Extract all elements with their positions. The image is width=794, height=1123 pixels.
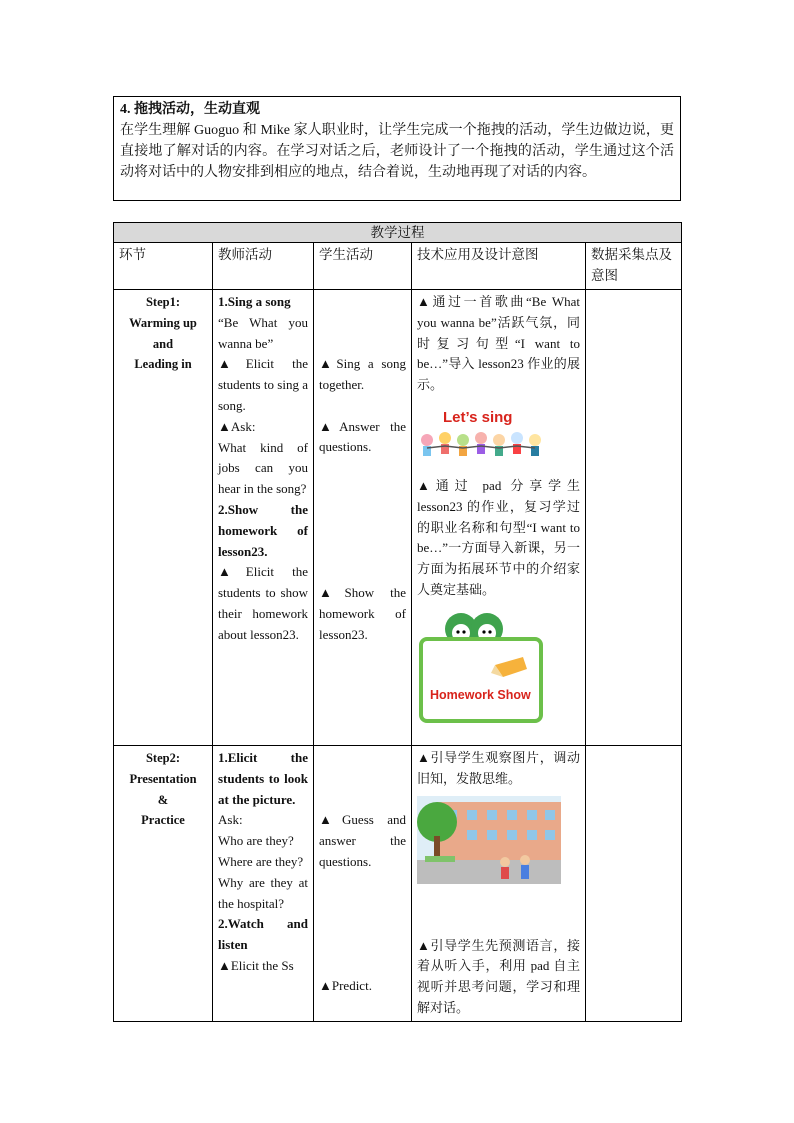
- t-elicit-sing: ▲Elicit the students to sing a song.: [218, 356, 308, 413]
- header-student: 学生活动: [314, 243, 412, 290]
- lets-sing-text: Let’s sing: [443, 408, 513, 426]
- step1-label: Step1:: [145, 295, 181, 309]
- intro-heading: 4. 拖拽活动，生动直观: [120, 102, 260, 117]
- homework-show-image: [417, 607, 545, 725]
- t-elicit-ss: ▲Elicit the Ss: [218, 957, 294, 973]
- t-question: What kind of jobs can you hear in the song?: [218, 439, 308, 497]
- tech-observe-intent: ▲引导学生观察图片，调动旧知，发散思维。: [417, 750, 580, 786]
- step1-data: [586, 290, 682, 746]
- header-teacher: 教师活动: [213, 243, 314, 290]
- step2-student: [314, 746, 412, 1022]
- lets-sing-image: [417, 402, 557, 470]
- hospital-building-icon: [437, 802, 561, 864]
- t-ask-2: Ask:: [218, 812, 243, 828]
- s-show-homework: ▲Show the homework of lesson23.: [319, 585, 406, 642]
- t-why: Why are they at the hospital?: [218, 874, 308, 911]
- t-show-homework: 2.Show the homework of lesson23.: [218, 501, 308, 559]
- homework-show-text: Homework Show: [430, 687, 531, 702]
- intro-body: 在学生理解 Guoguo 和 Mike 家人职业时，让学生完成一个拖拽的活动，学生边做边说，更直接地了解对话的内容。在学习对话之后，老师设计了一个拖拽的活动，学生通过这个活动将对话中的人物安排到相应的地点，结合着说，生动地再现了对话的内容。: [120, 123, 674, 180]
- hospital-scene-image: [417, 796, 561, 884]
- t-song-title: “Be What you wanna be”: [218, 314, 308, 351]
- s-guess-answer: ▲Guess and answer the questions.: [319, 812, 406, 869]
- table-row-step2: [114, 746, 682, 1022]
- step2-tech: [412, 746, 586, 1022]
- header-stage: 环节: [114, 243, 213, 290]
- t-watch-listen: 2.Watch and listen: [218, 916, 308, 953]
- step2-label-3: &: [157, 792, 169, 807]
- header-data: 数据采集点及意图: [586, 243, 682, 290]
- t-where: Where are they?: [218, 853, 304, 869]
- t-sing-song: 1.Sing a song: [218, 294, 291, 309]
- step2-label: Step2:: [145, 751, 181, 765]
- table-caption: 教学过程: [114, 223, 682, 243]
- step1-teacher: [213, 290, 314, 746]
- table-row-step1: [114, 290, 682, 746]
- intro-box: [113, 96, 681, 201]
- t-who: Who are they?: [218, 833, 294, 849]
- children-dancing-icon: [421, 432, 541, 456]
- step2-label-4: Practice: [141, 813, 185, 828]
- step1-label-4: Leading in: [134, 357, 192, 372]
- step2-data: [586, 746, 682, 1022]
- t-elicit-show: ▲Elicit the students to show their homework about lesson23.: [218, 564, 308, 642]
- s-predict: ▲Predict.: [319, 978, 372, 994]
- t-look-picture: 1.Elicit the students to look at the picture.: [218, 750, 308, 807]
- step2-label-2: Presentation: [129, 771, 197, 786]
- s-answer-questions: ▲Answer the questions.: [319, 418, 406, 455]
- step2-stage: [114, 746, 213, 1022]
- step1-stage: [114, 290, 213, 746]
- s-sing-together: ▲Sing a song together.: [319, 356, 406, 392]
- step1-tech: [412, 290, 586, 746]
- step1-label-2: Warming up: [129, 315, 197, 330]
- tech-pad-intent: ▲通过 pad 分享学生 lesson23 的作业，复习学过的职业名称和句型“I want to be…”一方面导入新课，另一方面为拓展环节中的介绍家人奠定基础。: [417, 477, 580, 597]
- step2-teacher: [213, 746, 314, 1022]
- t-ask: ▲Ask:: [218, 418, 256, 434]
- header-tech: 技术应用及设计意图: [412, 243, 586, 290]
- tech-listen-intent: ▲引导学生先预测语言，接着从听入手，利用 pad 自主视听并思考问题，学习和理解对话。: [417, 937, 580, 1015]
- step1-student: [314, 290, 412, 746]
- step1-label-3: and: [152, 336, 174, 351]
- tech-song-intent: ▲通过一首歌曲“Be What you wanna be”活跃气氛，同时复习句型“I want to be…”导入 lesson23 作业的展示。: [417, 294, 580, 393]
- teaching-process-table: [113, 222, 682, 1022]
